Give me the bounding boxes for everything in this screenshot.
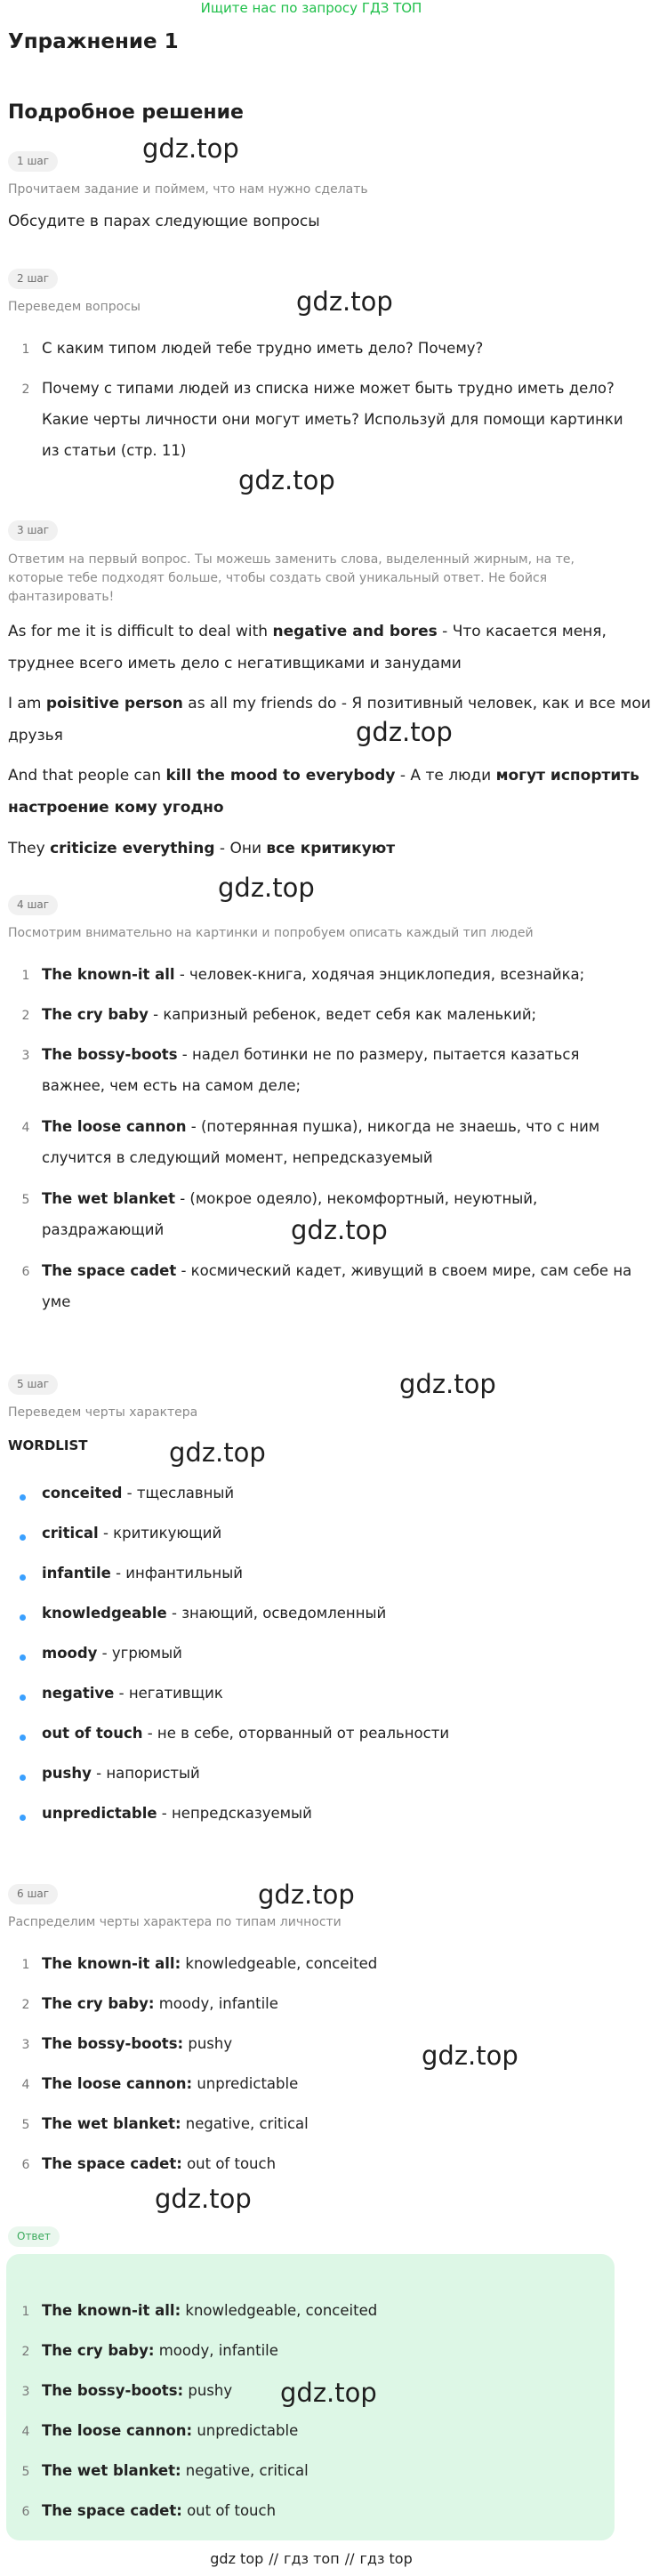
person-type-item: The wet blanket - (мокрое одеяло), некомфортный, неуютный, bbox=[42, 1190, 538, 1207]
footer-separator: // bbox=[269, 2550, 279, 2567]
question-2-line-2: Какие черты личности они могут иметь? Используй для помощи картинки bbox=[42, 411, 623, 428]
bullet-dot bbox=[20, 1574, 26, 1581]
answer-paragraph-4: They criticize everything - Они все критикуют bbox=[8, 840, 396, 857]
watermark: gdz.top bbox=[356, 717, 453, 747]
list-number: 5 bbox=[21, 2465, 30, 2479]
list-number: 5 bbox=[21, 2118, 30, 2132]
list-number: 4 bbox=[21, 2078, 30, 2092]
wordlist-item: critical - критикующий bbox=[42, 1525, 222, 1542]
list-number: 5 bbox=[21, 1193, 30, 1207]
footer-link-gdz-top-mixed[interactable]: гдз top bbox=[359, 2550, 413, 2567]
watermark: gdz.top bbox=[296, 286, 393, 317]
distribution-item: The bossy-boots: pushy bbox=[42, 2035, 233, 2052]
list-number: 1 bbox=[21, 1958, 30, 1972]
wordlist-item: knowledgeable - знающий, осведомленный bbox=[42, 1605, 387, 1622]
wordlist-item: out of touch - не в себе, оторванный от реальности bbox=[42, 1725, 450, 1742]
watermark: gdz.top bbox=[280, 2378, 377, 2408]
answer-paragraph-3: And that people can kill the mood to everybody - А те люди могут испортить bbox=[8, 767, 639, 785]
list-number: 6 bbox=[21, 2505, 30, 2519]
watermark: gdz.top bbox=[422, 2041, 518, 2071]
person-type-item: The known-it all - человек-книга, ходячая энциклопедия, всезнайка; bbox=[42, 966, 585, 983]
answer-paragraph-2-line-2: друзья bbox=[8, 727, 63, 745]
person-type-item: The loose cannon - (потерянная пушка), никогда не знаешь, что с ним bbox=[42, 1118, 600, 1135]
answer-paragraph-1-line-2: труднее всего иметь дело с негативщиками и занудами bbox=[8, 655, 462, 672]
bullet-dot bbox=[20, 1534, 26, 1541]
person-type-item-cont: раздражающий bbox=[42, 1221, 165, 1238]
answer-item: The loose cannon: unpredictable bbox=[42, 2422, 299, 2439]
bullet-dot bbox=[20, 1614, 26, 1621]
footer-links bbox=[0, 2550, 623, 2567]
bullet-dot bbox=[20, 1735, 26, 1741]
wordlist-item: conceited - тщеславный bbox=[42, 1485, 235, 1501]
list-number: 2 bbox=[21, 2345, 30, 2359]
person-type-item-cont: случится в следующий момент, непредсказуемый bbox=[42, 1149, 433, 1166]
list-number: 4 bbox=[21, 2425, 30, 2439]
answer-item: The known-it all: knowledgeable, conceited bbox=[42, 2302, 378, 2319]
distribution-item: The cry baby: moody, infantile bbox=[42, 1995, 278, 2012]
task-text: Обсудите в парах следующие вопросы bbox=[8, 213, 320, 230]
watermark: gdz.top bbox=[238, 465, 335, 495]
watermark: gdz.top bbox=[169, 1437, 266, 1468]
list-number: 3 bbox=[21, 2038, 30, 2052]
watermark: gdz.top bbox=[258, 1880, 355, 1910]
bullet-dot bbox=[20, 1775, 26, 1781]
person-type-item-cont: уме bbox=[42, 1293, 71, 1310]
question-2-line-3: из статьи (стр. 11) bbox=[42, 442, 187, 459]
answer-item: The space cadet: out of touch bbox=[42, 2502, 277, 2519]
distribution-item: The loose cannon: unpredictable bbox=[42, 2075, 299, 2092]
watermark: gdz.top bbox=[142, 133, 239, 164]
step-badge-5: 5 шаг bbox=[8, 1374, 58, 1395]
list-number: 2 bbox=[21, 382, 30, 397]
solution-heading: Подробное решение bbox=[8, 101, 244, 124]
question-2-line-1: Почему с типами людей из списка ниже может быть трудно иметь дело? bbox=[42, 380, 615, 397]
step-badge-4: 4 шаг bbox=[8, 895, 58, 915]
question-1: С каким типом людей тебе трудно иметь дело? Почему? bbox=[42, 340, 484, 357]
answer-badge: Ответ bbox=[8, 2226, 60, 2247]
answer-item: The bossy-boots: pushy bbox=[42, 2382, 233, 2399]
distribution-item: The space cadet: out of touch bbox=[42, 2155, 277, 2172]
list-number: 6 bbox=[21, 2158, 30, 2172]
answer-paragraph-1: As for me it is difficult to deal with negative and bores - Что касается меня, bbox=[8, 623, 607, 640]
bullet-dot bbox=[20, 1695, 26, 1701]
watermark: gdz.top bbox=[155, 2184, 252, 2214]
person-type-item: The cry baby - капризный ребенок, ведет себя как маленький; bbox=[42, 1006, 537, 1023]
person-type-item: The space cadet - космический кадет, живущий в своем мире, сам себе на bbox=[42, 1262, 632, 1279]
watermark: gdz.top bbox=[291, 1215, 388, 1245]
footer-link-gdz-top[interactable]: gdz top bbox=[210, 2550, 264, 2567]
bullet-dot bbox=[20, 1494, 26, 1501]
list-number: 2 bbox=[21, 1998, 30, 2012]
top-banner[interactable]: Ищите нас по запросу ГДЗ ТОП bbox=[200, 0, 422, 16]
answer-paragraph-2: I am poisitive person as all my friends do - Я позитивный человек, как и все мои bbox=[8, 695, 651, 712]
answer-paragraph-3-line-2: настроение кому угодно bbox=[8, 799, 224, 817]
wordlist-item: negative - негативщик bbox=[42, 1685, 223, 1702]
wordlist-item: pushy - напористый bbox=[42, 1765, 200, 1782]
page-title: Упражнение 1 bbox=[8, 30, 179, 53]
step-note-1: Прочитаем задание и поймем, что нам нужно сделать bbox=[8, 182, 368, 197]
step-badge-2: 2 шаг bbox=[8, 269, 58, 289]
list-number: 3 bbox=[21, 2385, 30, 2399]
answer-item: The wet blanket: negative, critical bbox=[42, 2462, 309, 2479]
wordlist-item: unpredictable - непредсказуемый bbox=[42, 1805, 312, 1822]
list-number: 6 bbox=[21, 1265, 30, 1279]
watermark: gdz.top bbox=[218, 873, 315, 903]
step-note-2: Переведем вопросы bbox=[8, 300, 141, 314]
wordlist-heading: WORDLIST bbox=[8, 1437, 88, 1453]
step-badge-1: 1 шаг bbox=[8, 151, 58, 172]
distribution-item: The wet blanket: negative, critical bbox=[42, 2115, 309, 2132]
person-type-item-cont: важнее, чем есть на самом деле; bbox=[42, 1077, 301, 1094]
wordlist-item: moody - угрюмый bbox=[42, 1645, 182, 1662]
person-type-item: The bossy-boots - надел ботинки не по размеру, пытается казаться bbox=[42, 1046, 580, 1063]
step-badge-3: 3 шаг bbox=[8, 520, 58, 541]
step-note-4: Посмотрим внимательно на картинки и попробуем описать каждый тип людей bbox=[8, 926, 534, 940]
step-note-6: Распределим черты характера по типам личности bbox=[8, 1915, 342, 1929]
answer-item: The cry baby: moody, infantile bbox=[42, 2342, 278, 2359]
distribution-item: The known-it all: knowledgeable, conceited bbox=[42, 1955, 378, 1972]
step-note-3: Ответим на первый вопрос. Ты можешь заменить слова, выделенный жирным, на те, которые тебе подходят больше, чтобы создать свой уникальный ответ. Не бойся фантазировать! bbox=[8, 552, 575, 604]
list-number: 4 bbox=[21, 1121, 30, 1135]
bullet-dot bbox=[20, 1654, 26, 1661]
list-number: 2 bbox=[21, 1009, 30, 1023]
step-badge-6: 6 шаг bbox=[8, 1884, 58, 1904]
footer-separator: // bbox=[344, 2550, 355, 2567]
list-number: 1 bbox=[21, 969, 30, 983]
footer-link-gdz-top-ru[interactable]: гдз топ bbox=[284, 2550, 340, 2567]
list-number: 3 bbox=[21, 1049, 30, 1063]
step-note-5: Переведем черты характера bbox=[8, 1405, 198, 1420]
wordlist-item: infantile - инфантильный bbox=[42, 1565, 243, 1582]
bullet-dot bbox=[20, 1815, 26, 1821]
watermark: gdz.top bbox=[399, 1369, 496, 1399]
list-number: 1 bbox=[21, 2305, 30, 2319]
list-number: 1 bbox=[21, 342, 30, 357]
